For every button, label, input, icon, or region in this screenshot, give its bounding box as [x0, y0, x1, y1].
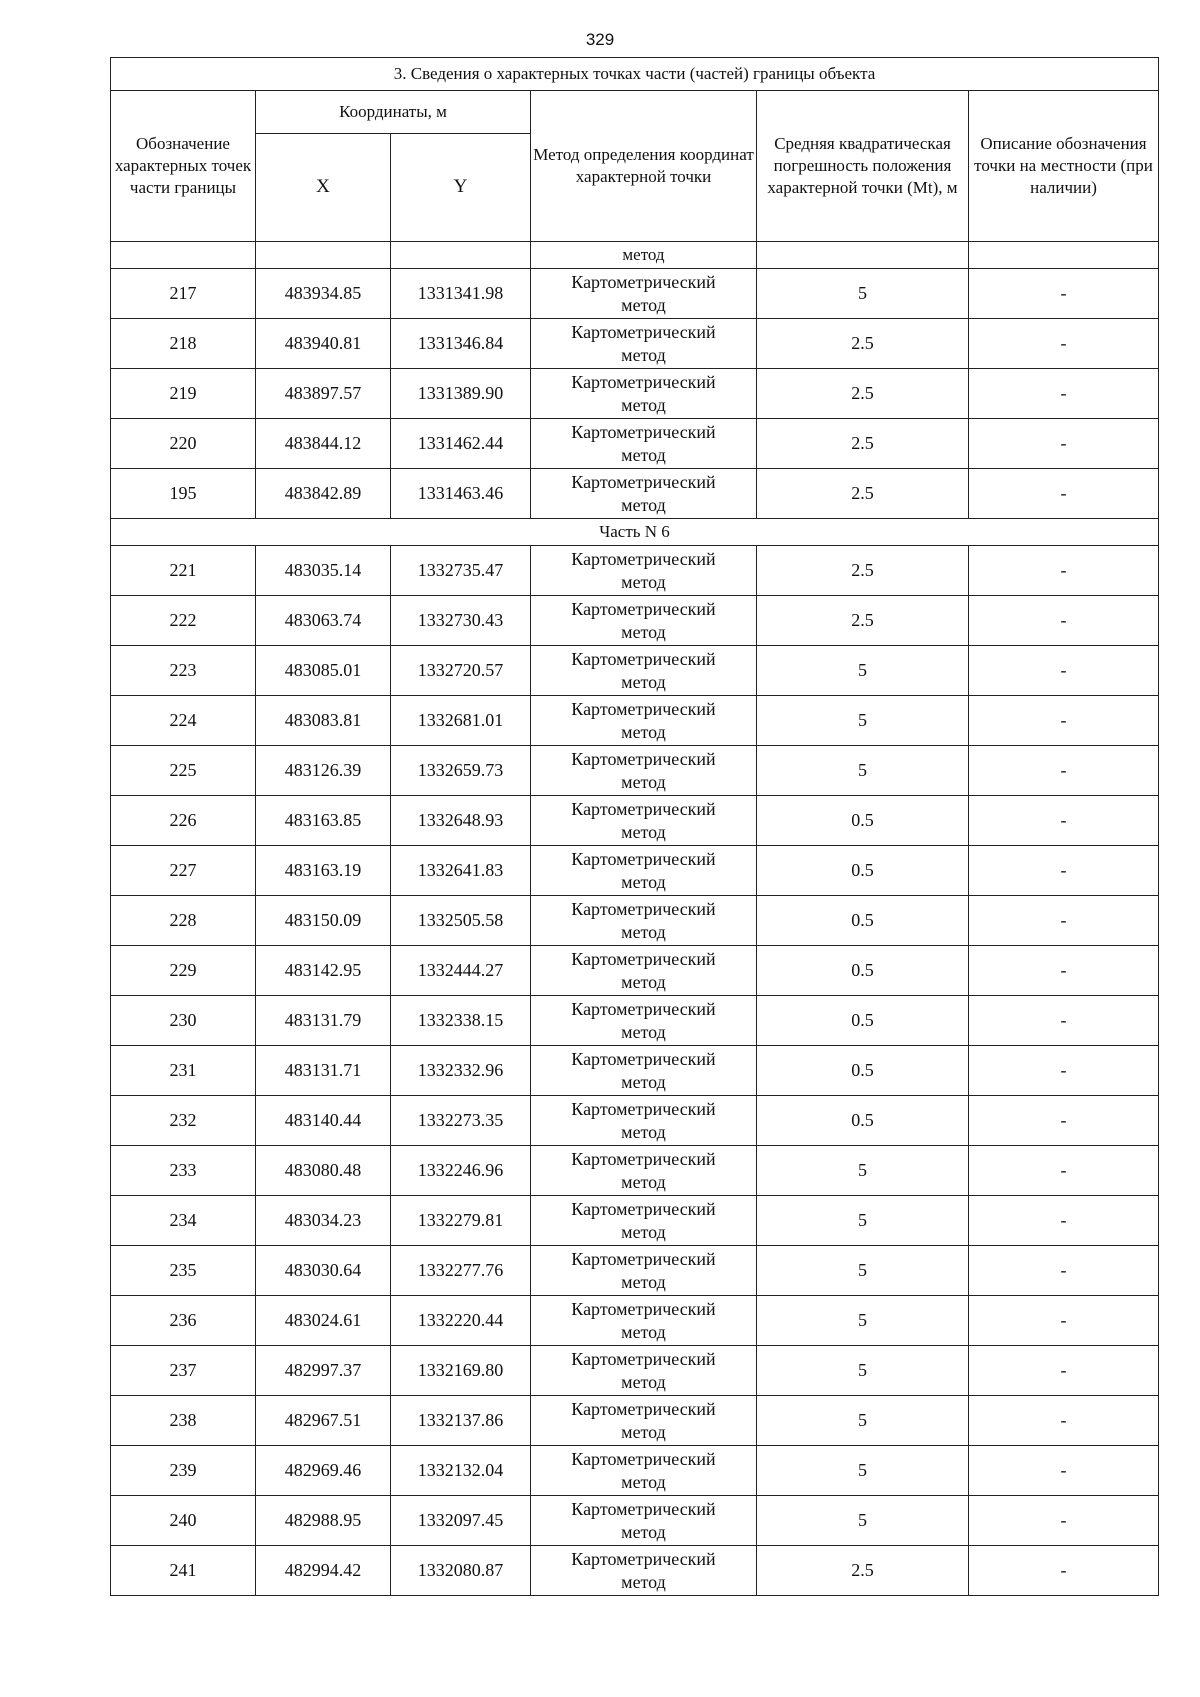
description-cell: -: [969, 1046, 1159, 1096]
description-cell: -: [969, 796, 1159, 846]
method-cell: [531, 1346, 757, 1396]
method-cell: [531, 896, 757, 946]
mt-error-cell: 2.5: [757, 596, 969, 646]
point-id-cell: 241: [111, 1546, 256, 1596]
point-id-cell: 234: [111, 1196, 256, 1246]
method-cell: [531, 1396, 757, 1446]
method-line-2: метод: [621, 294, 666, 315]
header-coordinates: Координаты, м: [256, 91, 531, 134]
point-id-cell: 233: [111, 1146, 256, 1196]
x-coordinate-cell: 482994.42: [256, 1546, 391, 1596]
method-line-1: Картометрический: [571, 422, 716, 442]
cell-empty: [256, 242, 391, 269]
method-line-2: метод: [621, 1571, 666, 1592]
point-id-cell: 230: [111, 996, 256, 1046]
method-cell: [531, 469, 757, 519]
y-coordinate-cell: 1332273.35: [391, 1096, 531, 1146]
description-cell: -: [969, 1346, 1159, 1396]
y-coordinate-cell: 1332641.83: [391, 846, 531, 896]
method-cell: [531, 946, 757, 996]
x-coordinate-cell: 483940.81: [256, 319, 391, 369]
cell-empty: [111, 242, 256, 269]
description-cell: -: [969, 469, 1159, 519]
method-line-2: метод: [621, 571, 666, 592]
method-line-2: метод: [621, 1121, 666, 1142]
mt-error-cell: 0.5: [757, 846, 969, 896]
point-id-cell: 231: [111, 1046, 256, 1096]
mt-error-cell: 5: [757, 1246, 969, 1296]
mt-error-cell: 5: [757, 269, 969, 319]
point-id-cell: 239: [111, 1446, 256, 1496]
description-cell: -: [969, 846, 1159, 896]
method-line-2: метод: [621, 871, 666, 892]
header-y: Y: [391, 134, 531, 242]
method-cell: [531, 1296, 757, 1346]
method-cell: [531, 419, 757, 469]
continuation-row: [111, 242, 1159, 269]
mt-error-cell: 5: [757, 1446, 969, 1496]
method-cell: [531, 1446, 757, 1496]
y-coordinate-cell: 1332169.80: [391, 1346, 531, 1396]
header-error: Средняя квадратическая погрешность положения характерной точки (Mt), м: [757, 91, 969, 242]
mt-error-cell: 2.5: [757, 369, 969, 419]
description-cell: -: [969, 546, 1159, 596]
method-line-2: метод: [621, 621, 666, 642]
point-id-cell: 219: [111, 369, 256, 419]
y-coordinate-cell: 1332338.15: [391, 996, 531, 1046]
mt-error-cell: 0.5: [757, 1046, 969, 1096]
x-coordinate-cell: 483163.85: [256, 796, 391, 846]
description-cell: -: [969, 1396, 1159, 1446]
method-cell: [531, 696, 757, 746]
point-id-cell: 237: [111, 1346, 256, 1396]
method-cell: [531, 746, 757, 796]
method-line-1: Картометрический: [571, 472, 716, 492]
cell-empty: [969, 242, 1159, 269]
description-cell: -: [969, 369, 1159, 419]
y-coordinate-cell: 1331463.46: [391, 469, 531, 519]
description-cell: -: [969, 1496, 1159, 1546]
y-coordinate-cell: 1331346.84: [391, 319, 531, 369]
y-coordinate-cell: 1331341.98: [391, 269, 531, 319]
method-cell: [531, 1546, 757, 1596]
x-coordinate-cell: 483126.39: [256, 746, 391, 796]
method-cell: [531, 1496, 757, 1546]
table-row: [111, 1546, 1159, 1596]
point-id-cell: 218: [111, 319, 256, 369]
table-row: [111, 1296, 1159, 1346]
y-coordinate-cell: 1332220.44: [391, 1296, 531, 1346]
point-id-cell: 226: [111, 796, 256, 846]
method-line-2: метод: [621, 921, 666, 942]
method-line-1: Картометрический: [571, 599, 716, 619]
method-line-1: Картометрический: [571, 1499, 716, 1519]
point-id-cell: 220: [111, 419, 256, 469]
x-coordinate-cell: 483140.44: [256, 1096, 391, 1146]
method-line-2: метод: [621, 1371, 666, 1392]
method-line-2: метод: [621, 1471, 666, 1492]
cell-empty: [391, 242, 531, 269]
method-cell: [531, 996, 757, 1046]
table-row: [111, 746, 1159, 796]
x-coordinate-cell: 483034.23: [256, 1196, 391, 1246]
method-cell: [531, 796, 757, 846]
point-id-cell: 227: [111, 846, 256, 896]
method-line-2: метод: [621, 821, 666, 842]
method-line-1: Картометрический: [571, 372, 716, 392]
mt-error-cell: 5: [757, 1296, 969, 1346]
x-coordinate-cell: 483080.48: [256, 1146, 391, 1196]
description-cell: -: [969, 319, 1159, 369]
table-row: [111, 696, 1159, 746]
table-row: [111, 946, 1159, 996]
method-line-1: Картометрический: [571, 649, 716, 669]
point-id-cell: 232: [111, 1096, 256, 1146]
table-row: [111, 1096, 1159, 1146]
table-row: [111, 419, 1159, 469]
description-cell: -: [969, 596, 1159, 646]
method-line-1: Картометрический: [571, 1049, 716, 1069]
point-id-cell: 217: [111, 269, 256, 319]
x-coordinate-cell: 483897.57: [256, 369, 391, 419]
table-row: [111, 1146, 1159, 1196]
x-coordinate-cell: 483150.09: [256, 896, 391, 946]
header-x: X: [256, 134, 391, 242]
mt-error-cell: 5: [757, 1196, 969, 1246]
point-id-cell: 236: [111, 1296, 256, 1346]
method-line-1: Картометрический: [571, 322, 716, 342]
point-id-cell: 229: [111, 946, 256, 996]
x-coordinate-cell: 483083.81: [256, 696, 391, 746]
method-line-1: Картометрический: [571, 549, 716, 569]
part-label: Часть N 6: [111, 519, 1159, 546]
mt-error-cell: 2.5: [757, 1546, 969, 1596]
y-coordinate-cell: 1331389.90: [391, 369, 531, 419]
description-cell: -: [969, 1546, 1159, 1596]
y-coordinate-cell: 1332659.73: [391, 746, 531, 796]
method-line-1: Картометрический: [571, 1449, 716, 1469]
mt-error-cell: 5: [757, 1496, 969, 1546]
y-coordinate-cell: 1332332.96: [391, 1046, 531, 1096]
y-coordinate-cell: 1332720.57: [391, 646, 531, 696]
mt-error-cell: 5: [757, 746, 969, 796]
y-coordinate-cell: 1332730.43: [391, 596, 531, 646]
method-line-2: метод: [621, 1521, 666, 1542]
table-row: [111, 1046, 1159, 1096]
mt-error-cell: 2.5: [757, 469, 969, 519]
y-coordinate-cell: 1332279.81: [391, 1196, 531, 1246]
table-row: [111, 596, 1159, 646]
method-cell: [531, 646, 757, 696]
description-cell: -: [969, 1296, 1159, 1346]
method-cell: [531, 1146, 757, 1196]
point-id-cell: 223: [111, 646, 256, 696]
method-line-2: метод: [621, 1021, 666, 1042]
part-row: [111, 519, 1159, 546]
mt-error-cell: 0.5: [757, 796, 969, 846]
mt-error-cell: 5: [757, 646, 969, 696]
y-coordinate-cell: 1332735.47: [391, 546, 531, 596]
x-coordinate-cell: 483085.01: [256, 646, 391, 696]
method-line-2: метод: [621, 444, 666, 465]
method-line-1: Картометрический: [571, 699, 716, 719]
table-row: [111, 1496, 1159, 1546]
mt-error-cell: 0.5: [757, 996, 969, 1046]
x-coordinate-cell: 483063.74: [256, 596, 391, 646]
method-line-1: Картометрический: [571, 799, 716, 819]
page-number: 329: [585, 30, 615, 49]
method-line-2: метод: [621, 771, 666, 792]
method-cell: [531, 319, 757, 369]
method-line-1: Картометрический: [571, 999, 716, 1019]
method-line-1: Картометрический: [571, 1149, 716, 1169]
method-line-2: метод: [621, 1171, 666, 1192]
point-id-cell: 222: [111, 596, 256, 646]
method-cell: [531, 1096, 757, 1146]
method-line-1: Картометрический: [571, 1549, 716, 1569]
point-id-cell: 240: [111, 1496, 256, 1546]
mt-error-cell: 0.5: [757, 946, 969, 996]
x-coordinate-cell: 483030.64: [256, 1246, 391, 1296]
x-coordinate-cell: 483934.85: [256, 269, 391, 319]
x-coordinate-cell: 483024.61: [256, 1296, 391, 1346]
description-cell: -: [969, 1146, 1159, 1196]
mt-error-cell: 2.5: [757, 546, 969, 596]
x-coordinate-cell: 483844.12: [256, 419, 391, 469]
mt-error-cell: 0.5: [757, 896, 969, 946]
method-line-2: метод: [621, 344, 666, 365]
description-cell: -: [969, 646, 1159, 696]
table-row: [111, 1446, 1159, 1496]
description-cell: -: [969, 996, 1159, 1046]
table-row: [111, 546, 1159, 596]
table-row: [111, 796, 1159, 846]
method-line-2: метод: [621, 1271, 666, 1292]
description-cell: -: [969, 1096, 1159, 1146]
table-body: [111, 242, 1159, 1596]
y-coordinate-cell: 1331462.44: [391, 419, 531, 469]
table-row: [111, 1396, 1159, 1446]
method-cell: [531, 269, 757, 319]
y-coordinate-cell: 1332137.86: [391, 1396, 531, 1446]
characteristic-points-table: [110, 57, 1159, 1596]
description-cell: -: [969, 896, 1159, 946]
x-coordinate-cell: 482988.95: [256, 1496, 391, 1546]
table-row: [111, 1246, 1159, 1296]
x-coordinate-cell: 483035.14: [256, 546, 391, 596]
x-coordinate-cell: 482967.51: [256, 1396, 391, 1446]
method-line-1: Картометрический: [571, 899, 716, 919]
table-row: [111, 369, 1159, 419]
mt-error-cell: 2.5: [757, 419, 969, 469]
table-row: [111, 319, 1159, 369]
header-method: Метод определения координат характерной точки: [531, 91, 757, 242]
method-cell: [531, 546, 757, 596]
continuation-method: метод: [531, 242, 757, 269]
y-coordinate-cell: 1332277.76: [391, 1246, 531, 1296]
method-line-2: метод: [621, 394, 666, 415]
method-line-1: Картометрический: [571, 849, 716, 869]
point-id-cell: 238: [111, 1396, 256, 1446]
point-id-cell: 195: [111, 469, 256, 519]
method-line-2: метод: [621, 1071, 666, 1092]
method-line-1: Картометрический: [571, 1299, 716, 1319]
method-line-1: Картометрический: [571, 1099, 716, 1119]
y-coordinate-cell: 1332444.27: [391, 946, 531, 996]
table-row: [111, 1196, 1159, 1246]
header-point-id: Обозначение характерных точек части границы: [111, 91, 256, 242]
point-id-cell: 221: [111, 546, 256, 596]
mt-error-cell: 5: [757, 1346, 969, 1396]
method-line-2: метод: [621, 671, 666, 692]
method-line-1: Картометрический: [571, 1349, 716, 1369]
table-title: 3. Сведения о характерных точках части (частей) границы объекта: [111, 58, 1159, 91]
table-row: [111, 269, 1159, 319]
description-cell: -: [969, 946, 1159, 996]
y-coordinate-cell: 1332681.01: [391, 696, 531, 746]
description-cell: -: [969, 696, 1159, 746]
x-coordinate-cell: 483131.79: [256, 996, 391, 1046]
method-line-1: Картометрический: [571, 949, 716, 969]
method-cell: [531, 369, 757, 419]
point-id-cell: 225: [111, 746, 256, 796]
table-row: [111, 469, 1159, 519]
method-line-2: метод: [621, 1221, 666, 1242]
point-id-cell: 224: [111, 696, 256, 746]
method-line-2: метод: [621, 1421, 666, 1442]
method-line-1: Картометрический: [571, 1249, 716, 1269]
y-coordinate-cell: 1332246.96: [391, 1146, 531, 1196]
description-cell: -: [969, 746, 1159, 796]
point-id-cell: 235: [111, 1246, 256, 1296]
mt-error-cell: 2.5: [757, 319, 969, 369]
mt-error-cell: 5: [757, 1146, 969, 1196]
y-coordinate-cell: 1332097.45: [391, 1496, 531, 1546]
method-line-1: Картометрический: [571, 1399, 716, 1419]
method-cell: [531, 1196, 757, 1246]
x-coordinate-cell: 483163.19: [256, 846, 391, 896]
method-line-2: метод: [621, 971, 666, 992]
mt-error-cell: 5: [757, 1396, 969, 1446]
x-coordinate-cell: 483842.89: [256, 469, 391, 519]
method-line-1: Картометрический: [571, 1199, 716, 1219]
method-line-2: метод: [621, 494, 666, 515]
description-cell: -: [969, 419, 1159, 469]
header-description: Описание обозначения точки на местности (при наличии): [969, 91, 1159, 242]
table-row: [111, 846, 1159, 896]
method-cell: [531, 1246, 757, 1296]
table-row: [111, 1346, 1159, 1396]
description-cell: -: [969, 1246, 1159, 1296]
mt-error-cell: 0.5: [757, 1096, 969, 1146]
y-coordinate-cell: 1332132.04: [391, 1446, 531, 1496]
method-cell: [531, 596, 757, 646]
x-coordinate-cell: 483142.95: [256, 946, 391, 996]
method-cell: [531, 1046, 757, 1096]
table-row: [111, 896, 1159, 946]
x-coordinate-cell: 482997.37: [256, 1346, 391, 1396]
table-row: [111, 996, 1159, 1046]
description-cell: -: [969, 1446, 1159, 1496]
x-coordinate-cell: 482969.46: [256, 1446, 391, 1496]
y-coordinate-cell: 1332080.87: [391, 1546, 531, 1596]
point-id-cell: 228: [111, 896, 256, 946]
x-coordinate-cell: 483131.71: [256, 1046, 391, 1096]
method-cell: [531, 846, 757, 896]
cell-empty: [757, 242, 969, 269]
method-line-2: метод: [621, 721, 666, 742]
y-coordinate-cell: 1332505.58: [391, 896, 531, 946]
method-line-1: Картометрический: [571, 749, 716, 769]
table-row: [111, 646, 1159, 696]
description-cell: -: [969, 1196, 1159, 1246]
mt-error-cell: 5: [757, 696, 969, 746]
description-cell: -: [969, 269, 1159, 319]
method-line-1: Картометрический: [571, 272, 716, 292]
y-coordinate-cell: 1332648.93: [391, 796, 531, 846]
method-line-2: метод: [621, 1321, 666, 1342]
